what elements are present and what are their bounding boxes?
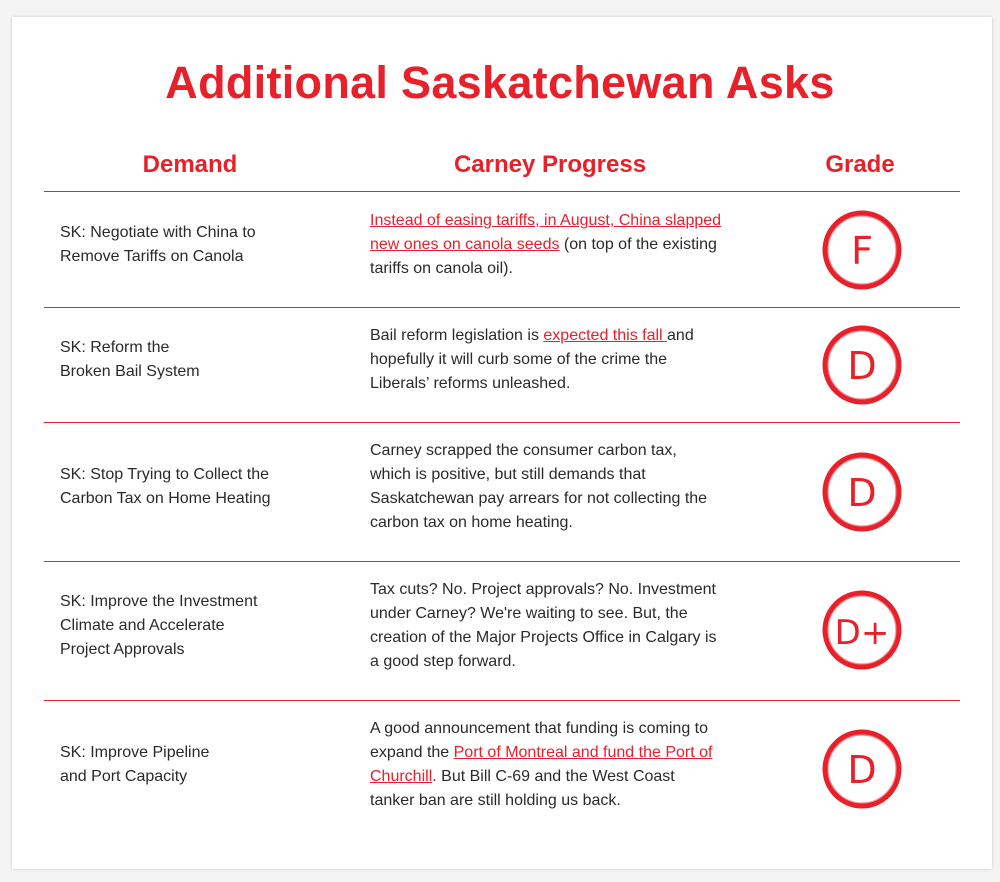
demand-cell: [60, 590, 320, 662]
grade-stamp-icon: [820, 450, 904, 534]
progress-link[interactable]: Instead of easing tariffs, in August, China slapped new ones on canola seeds: [370, 212, 722, 253]
demand-line: SK: Reform the: [60, 339, 170, 356]
demand-line: Carbon Tax on Home Heating: [60, 490, 271, 507]
demand-line: SK: Negotiate with China to: [60, 224, 256, 241]
progress-text: Bail reform legislation is: [370, 327, 544, 344]
progress-text: Tax cuts? No. Project approvals? No. Investment under Carney? We're waiting to see. But, the creation of the Major Projects Office in Calgary is a good step forward.: [370, 581, 717, 670]
progress-text: Carney scrapped the consumer carbon tax, which is positive, but still demands that Saskatchewan pay arrears for not collecting the carbon tax on home heating.: [370, 442, 708, 531]
grade-letter: D+: [834, 613, 890, 653]
progress-text: (on top of the existing tariffs on canola oil).: [370, 236, 717, 277]
demand-line: Climate and Accelerate: [60, 617, 225, 634]
progress-text: . But Bill C-69 and the West Coast tanker ban are still holding us back.: [370, 768, 675, 809]
demand-line: Broken Bail System: [60, 363, 200, 380]
grade-stamp-icon: [820, 588, 904, 672]
progress-link[interactable]: expected this fall: [543, 327, 668, 344]
header-demand: Demand: [142, 151, 238, 178]
grade-letter: D: [847, 748, 877, 792]
demand-line: Project Approvals: [60, 641, 185, 658]
demand-line: and Port Capacity: [60, 768, 188, 785]
progress-cell: [370, 209, 722, 281]
demand-cell: [60, 463, 320, 511]
grade-stamp-icon: [820, 323, 904, 407]
divider: [44, 191, 960, 192]
grade-stamp-icon: [820, 208, 904, 292]
demand-line: SK: Stop Trying to Collect the: [60, 466, 269, 483]
progress-text: and hopefully it will curb some of the crime the Liberals’ reforms unleashed.: [370, 327, 694, 392]
grade-letter: D: [847, 471, 877, 515]
header-grade: Grade: [825, 151, 895, 178]
header-progress: Carney Progress: [453, 151, 647, 178]
divider: [44, 561, 960, 562]
demand-line: SK: Improve the Investment: [60, 593, 258, 610]
demand-cell: [60, 741, 320, 789]
progress-link[interactable]: Port of Montreal and fund the Port of Churchill: [370, 744, 713, 785]
progress-cell: [370, 324, 722, 396]
demand-cell: [60, 221, 320, 269]
grade-letter: F: [851, 229, 873, 273]
progress-cell: [370, 717, 722, 813]
demand-cell: [60, 336, 320, 384]
demand-line: SK: Improve Pipeline: [60, 744, 210, 761]
page-title: Additional Saskatchewan Asks: [165, 57, 835, 108]
divider: [44, 307, 960, 308]
progress-text: A good announcement that funding is coming to expand the: [370, 720, 709, 761]
divider: [44, 700, 960, 701]
progress-cell: [370, 578, 722, 674]
divider: [44, 422, 960, 423]
demand-line: Remove Tariffs on Canola: [60, 248, 244, 265]
grade-letter: D: [847, 344, 877, 388]
grade-stamp-icon: [820, 727, 904, 811]
progress-cell: [370, 439, 722, 535]
